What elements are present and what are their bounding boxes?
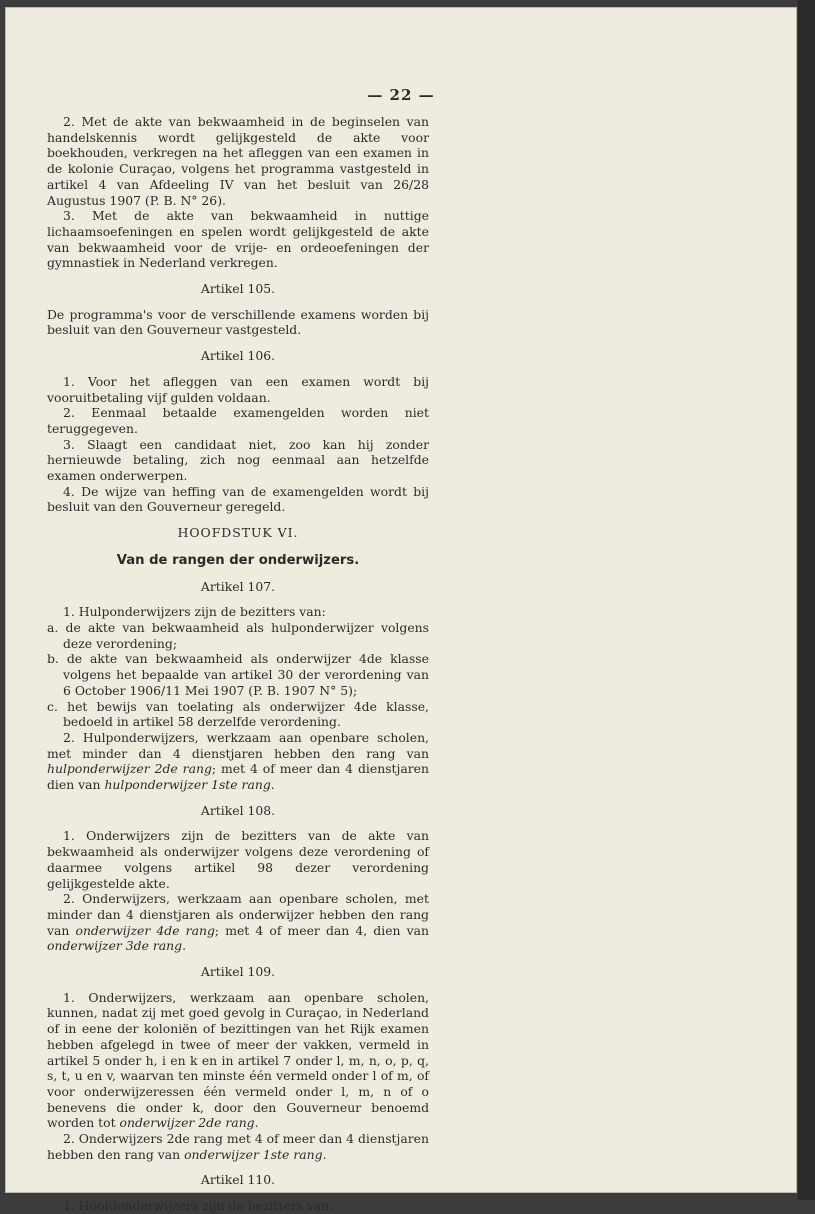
art107-heading: Artikel 107. (200, 578, 276, 594)
art107-rank-1: hulponderwijzer 2de rang (47, 761, 212, 777)
art106-paragraph-3: 3. Slaagt een candidaat niet, zoo kan hij zonder hernieuwde betaling, zich nog eenmaal aan hetzelfde examen onderwerpen. (47, 436, 429, 484)
art108-p2-text-a: 2. Onderwijzers, werkzaam aan openbare scholen, met minder dan 4 dienstjaren als onderwijzer hebben den rang van (47, 891, 429, 938)
art108-paragraph-1: 1. Onderwijzers zijn de bezitters van de akte van bekwaamheid als onderwijzer volgens deze verordening of daarmee volgens artikel 98 dezer verordening gelijkgestelde akte. (47, 828, 429, 891)
art109-p1-end: . (254, 1115, 259, 1131)
art108-p2-text-b: ; met 4 of meer dan 4, dien van (214, 922, 429, 938)
art107-paragraph-2 (47, 730, 429, 793)
art105-text: De programma's voor de verschillende examens worden bij besluit van den Gouverneur vastgesteld. (47, 306, 429, 338)
page-number: — 22 — (367, 86, 435, 104)
art107-p2-text-a: 2. Hulponderwijzers, werkzaam aan openbare scholen, met minder dan 4 dienstjaren hebben den rang van (47, 729, 429, 761)
scan-edge (798, 0, 815, 1200)
art109-rank-1: onderwijzer 2de rang (119, 1115, 255, 1131)
art104-paragraph-3: 3. Met de akte van bekwaamheid in nuttige lichaamsoefeningen en spelen wordt gelijkgesteld de akte van bekwaamheid voor de vrije- en ordeoefeningen der gymnastiek in Nederland verkregen. (47, 208, 429, 271)
art107-p2-text-b: ; met 4 of meer dan 4 dienstjaren dien van (47, 761, 429, 793)
art107-p2-end: . (270, 777, 275, 793)
art107-item-b: b. de akte van bekwaamheid als onderwijzer 4de klasse volgens het bepaalde van artikel 30 der verordening van 6 October 1906/11 Mei 1907 (P. B. 1907 N° 5); (47, 651, 429, 698)
art105-heading: Artikel 105. (200, 281, 276, 297)
chapter-title: Van de rangen der onderwijzers. (116, 552, 360, 568)
art109-heading: Artikel 109. (200, 964, 276, 980)
chapter-heading: HOOFDSTUK VI. (177, 525, 299, 541)
art104-paragraph-2: 2. Met de akte van bekwaamheid in de beginselen van handelskennis wordt gelijkgesteld de akte voor boekhouden, verkregen na het afleggen van een examen in de kolonie Curaçao, volgens het programma vastgesteld in artikel 4 van Afdeeling IV van het besluit van 26/28 Augustus 1907 (P. B. N° 26). (47, 114, 429, 208)
art109-paragraph-1 (47, 990, 429, 1131)
document-page (6, 8, 796, 1214)
art109-p1-text: 1. Onderwijzers, werkzaam aan openbare scholen, kunnen, nadat zij met goed gevolg in Curaçao, in Nederland of in eene der koloniën of bezittingen van het Rijk examen hebben afgelegd in twee of meer der vakken, vermeld in artikel 5 onder h, i en k en in artikel 7 onder l, m, n, o, p, q, s, t, u en v, waarvan ten minste één vermeld onder l of m, of voor onderwijzeressen één vermeld onder l, m, n of o benevens die onder k, door den Gouverneur benoemd worden tot (47, 989, 429, 1131)
art108-paragraph-2 (47, 891, 429, 954)
art108-rank-1: onderwijzer 4de rang (75, 922, 215, 938)
art108-p2-end: . (182, 938, 187, 954)
art107-item-a: a. de akte van bekwaamheid als hulponderwijzer volgens deze verordening; (47, 619, 429, 651)
art106-paragraph-4: 4. De wijze van heffing van de examengelden wordt bij besluit van den Gouverneur geregeld. (47, 483, 429, 515)
art109-p2-text: 2. Onderwijzers 2de rang met 4 of meer dan 4 dienstjaren hebben den rang van (47, 1131, 429, 1162)
art110-paragraph-1: 1. Hoofdonderwijzers zijn de bezitters van: (63, 1198, 334, 1214)
art106-paragraph-2: 2. Eenmaal betaalde examengelden worden niet teruggegeven. (47, 405, 429, 436)
art106-heading: Artikel 106. (200, 348, 276, 364)
art108-rank-2: onderwijzer 3de rang (47, 938, 183, 954)
art107-item-c: c. het bewijs van toelating als onderwijzer 4de klasse, bedoeld in artikel 58 derzelfde verordening. (47, 698, 429, 730)
art107-rank-2: hulponderwijzer 1ste rang (104, 777, 271, 793)
art109-rank-2: onderwijzer 1ste rang (184, 1146, 323, 1162)
art110-heading: Artikel 110. (200, 1172, 276, 1188)
art106-paragraph-1: 1. Voor het afleggen van een examen wordt bij vooruitbetaling vijf gulden voldaan. (47, 373, 429, 405)
art109-p2-end: . (322, 1146, 327, 1162)
page-body (47, 114, 429, 1214)
art109-paragraph-2 (47, 1131, 429, 1162)
art107-paragraph-1: 1. Hulponderwijzers zijn de bezitters van: (63, 604, 326, 620)
art108-heading: Artikel 108. (200, 802, 276, 818)
